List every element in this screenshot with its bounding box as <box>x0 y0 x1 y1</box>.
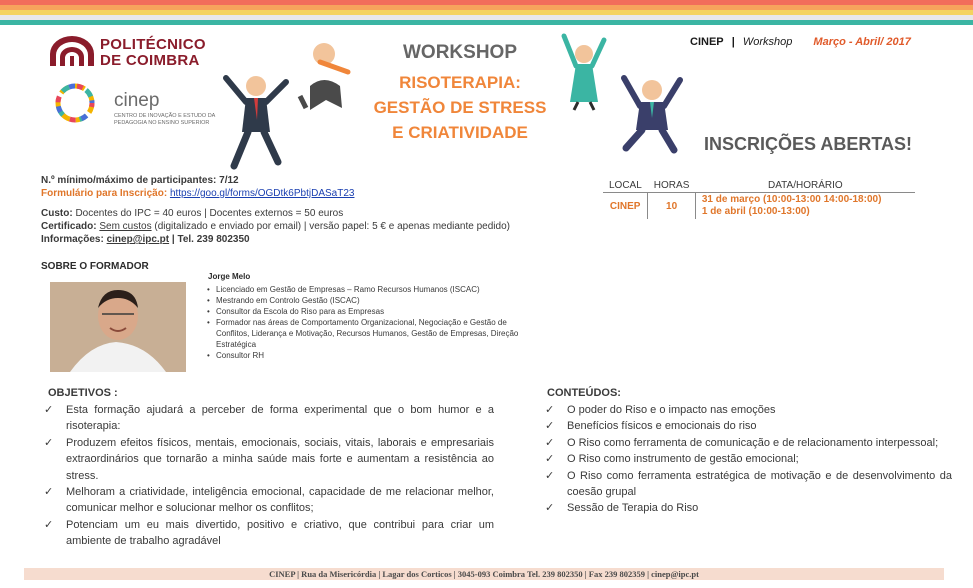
cert-text: (digitalizado e enviado por email) | versão papel: 5 € e apenas mediante pedido) <box>151 221 510 232</box>
objetivo-item: ✓ Melhoram a criatividade, inteligência emocional, capacidade de me relacionar melhor, comunicar melhor e solucionar melhor os conflitos; <box>44 486 494 515</box>
cert-label: Certificado: <box>41 221 97 232</box>
cost-text: Docentes do IPC = 40 euros | Docentes externos = 50 euros <box>72 208 344 219</box>
contact-email[interactable]: cinep@ipc.pt <box>106 234 170 245</box>
form-link[interactable]: https://goo.gl/forms/OGDtk6PbtjDASaT23 <box>169 188 355 199</box>
check-icon: ✓ <box>545 420 555 433</box>
participants-info <box>41 174 239 187</box>
inscricoes-abertas: INSCRIÇÕES ABERTAS! <box>704 134 913 154</box>
trainer-bio-list <box>206 284 526 361</box>
certificate-info <box>41 220 510 233</box>
check-icon: ✓ <box>545 404 555 416</box>
section-sobre-formador: SOBRE O FORMADOR <box>41 261 149 272</box>
trainer-portrait-image <box>50 282 186 372</box>
header-meta <box>690 36 911 48</box>
conteudo-item: ✓ O Riso como ferramenta estratégica de motivação e de desenvolvimento da coesão grupal <box>545 469 952 499</box>
objetivos-heading: OBJETIVOS : <box>48 387 118 399</box>
trainer-name: Jorge Melo <box>208 272 251 281</box>
check-icon: ✓ <box>545 453 555 466</box>
subtitle-line1: RISOTERAPIA: <box>399 73 521 92</box>
arches-icon <box>48 36 96 68</box>
schedule-local: CINEP <box>609 200 641 212</box>
contact-tel: | Tel. 239 802350 <box>169 234 250 245</box>
cinep-ring-icon <box>48 78 104 128</box>
schedule-date1: 31 de março (10:00-13:00 14:00-18:00) <box>701 194 882 205</box>
contact-info <box>41 233 250 246</box>
conteudo-item: ✓ O Riso como ferramenta de comunicação e de relacionamento interpessoal; <box>543 435 952 451</box>
contact-label: Informações: <box>41 234 104 245</box>
header-local: LOCAL <box>603 179 648 193</box>
objetivo-item: ✓ Esta formação ajudará a perceber de forma experimental que o bom humor e a risoterapia: <box>44 404 494 433</box>
subtitle-line3: E CRIATIVIDADE <box>392 123 528 142</box>
header-type: Workshop <box>742 36 793 48</box>
workshop-title: WORKSHOP <box>403 42 517 63</box>
check-icon: ✓ <box>545 436 555 449</box>
bio-item: • Consultor da Escola do Riso para as Empresas <box>206 306 526 317</box>
form-info <box>41 187 354 200</box>
footer-contact: CINEP | Rua da Misericórdia | Lagar dos Corticos | 3045-093 Coimbra Tel. 239 802350 | Fax 239 802359 | cinep@ipc.pt <box>24 568 944 580</box>
bio-item: • Mestrando em Controlo Gestão (ISCAC) <box>206 295 526 306</box>
check-icon: ✓ <box>44 486 54 499</box>
header-period: Março - Abril/ 2017 <box>813 36 911 48</box>
objetivo-item: ✓ Potenciam um eu mais divertido, positivo e criativo, que contribui para criar um ambiente de trabalho agradável <box>44 518 494 548</box>
stripe-teal <box>0 20 973 25</box>
schedule-date2: 1 de abril (10:00-13:00) <box>701 206 810 217</box>
trainer-photo <box>50 282 186 372</box>
objetivo-item: ✓ Produzem efeitos físicos, mentais, emocionais, sociais, vitais, laborais e empresariais extraordinários que tornarão a minha saúde mais forte e aumentam a resistência ao stress. <box>44 436 494 482</box>
form-label: Formulário para Inscrição: <box>41 188 168 199</box>
check-icon: ✓ <box>545 502 555 515</box>
cert-free: Sem custos <box>99 221 152 232</box>
header-org: CINEP <box>690 36 724 48</box>
conteudo-item: ✓ Sessão de Terapia do Riso <box>543 500 952 516</box>
politecnico-line1: POLITÉCNICO <box>100 36 206 53</box>
cheering-man-illustration <box>618 70 684 154</box>
decorative-stripes <box>0 0 973 26</box>
bio-item: • Licenciado em Gestão de Empresas – Ramo Recursos Humanos (ISCAC) <box>206 284 526 295</box>
cost-label: Custo: <box>41 208 73 219</box>
check-icon: ✓ <box>545 469 555 482</box>
conteudo-item: ✓ Benefícios físicos e emocionais do riso <box>543 418 952 434</box>
bio-item: • Consultor RH <box>206 350 526 361</box>
cinep-logo <box>48 78 228 130</box>
check-icon: ✓ <box>44 518 54 531</box>
schedule-dates <box>695 193 915 220</box>
workshop-subtitle <box>340 70 580 145</box>
objetivos-list <box>42 402 494 550</box>
bio-item: • Formador nas áreas de Comportamento Organizacional, Negociação e Gestão de Conflitos, Liderança e Motivação, Recursos Humanos, Gestão de Empresas, Direção Estratégica <box>206 317 526 350</box>
header-data: DATA/HORÁRIO <box>695 179 915 193</box>
cost-info <box>41 207 343 220</box>
header-horas: HORAS <box>648 179 696 193</box>
conteudo-item: ✓ O poder do Riso e o impacto nas emoções <box>543 402 952 418</box>
check-icon: ✓ <box>44 436 54 449</box>
conteudo-item: ✓ O Riso como instrumento de gestão emocional; <box>543 451 952 467</box>
schedule-row <box>603 193 915 220</box>
subtitle-line2: GESTÃO DE STRESS <box>373 98 547 117</box>
schedule-header-row <box>603 179 915 193</box>
politecnico-line2: DE COIMBRA <box>100 52 200 69</box>
cinep-name: cinep <box>114 90 160 111</box>
politecnico-logo <box>48 36 228 70</box>
conteudos-heading: CONTEÚDOS: <box>547 387 621 399</box>
jumping-businessman-illustration <box>222 70 292 170</box>
check-icon: ✓ <box>44 404 54 416</box>
schedule-horas: 10 <box>648 193 696 220</box>
schedule-table <box>603 179 915 219</box>
cinep-subtitle: CENTRO DE INOVAÇÃO E ESTUDO DA PEDAGOGIA NO ENSINO SUPERIOR <box>114 113 216 126</box>
participants-text: N.º mínimo/máximo de participantes: 7/12 <box>41 175 239 186</box>
header-separator: | <box>731 36 735 48</box>
conteudos-list <box>543 402 952 517</box>
